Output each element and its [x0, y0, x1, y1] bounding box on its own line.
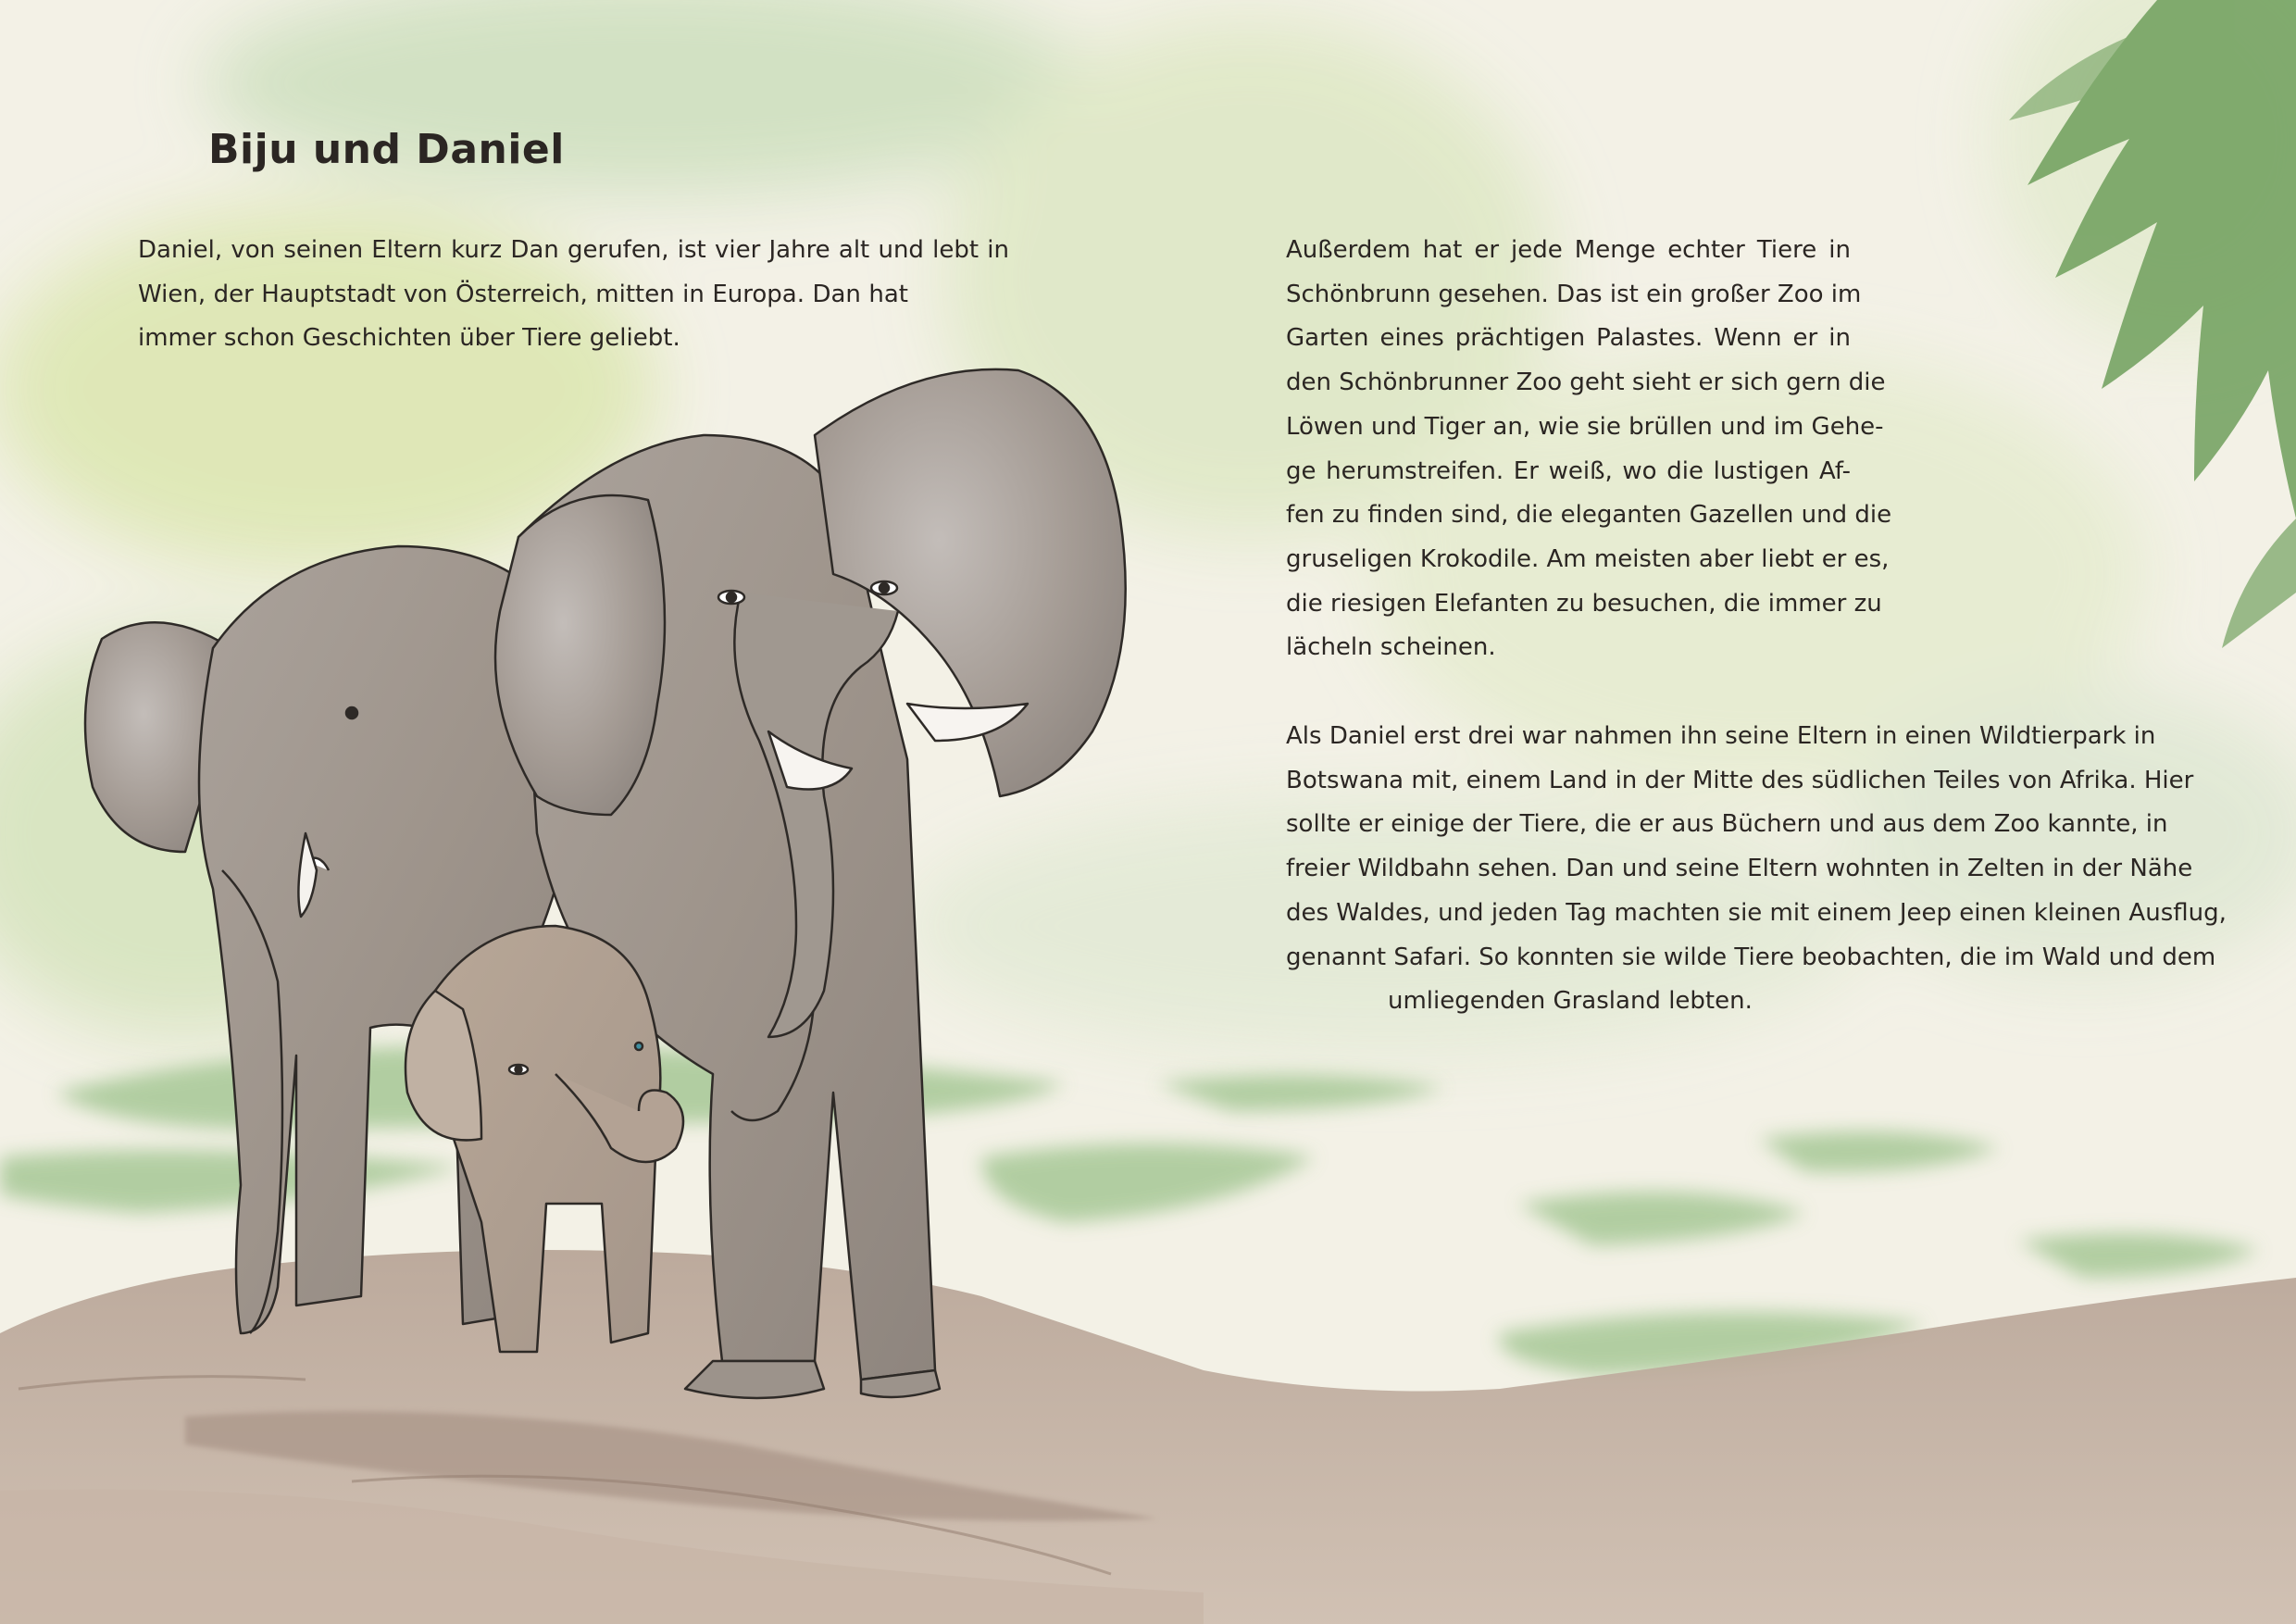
right-paragraph-2-line: Botswana mit, einem Land in der Mitte des südlichen Teiles von Afrika. Hier	[1286, 766, 2194, 794]
left-paragraph-line: Wien, der Hauptstadt von Österreich, mitten in Europa. Dan hat	[138, 280, 908, 308]
right-paragraph-2-line: des Waldes, und jeden Tag machten sie mit einem Jeep einen kleinen Ausflug,	[1286, 898, 2227, 927]
right-paragraph-1-line: Schönbrunn gesehen. Das ist ein großer Zoo im	[1286, 280, 1862, 308]
right-paragraph-2-line: Als Daniel erst drei war nahmen ihn seine Eltern in einen Wildtierpark in	[1286, 722, 2156, 750]
page-title: Biju und Daniel	[208, 126, 565, 173]
right-paragraph-1-line: die riesigen Elefanten zu besuchen, die immer zu	[1286, 589, 1882, 618]
right-paragraph-1-line: den Schönbrunner Zoo geht sieht er sich gern die	[1286, 369, 1886, 397]
right-paragraph-1-line: lächeln scheinen.	[1286, 633, 1496, 662]
right-paragraph-1-line: Außerdem hat er jede Menge echter Tiere in	[1286, 236, 1851, 264]
left-paragraph-line: Daniel, von seinen Eltern kurz Dan gerufen, ist vier Jahre alt und lebt in	[138, 236, 1009, 264]
right-paragraph-1-line: Garten eines prächtigen Palastes. Wenn er in	[1286, 324, 1851, 353]
right-paragraph-2-line: umliegenden Grasland lebten.	[1388, 987, 1753, 1016]
right-paragraph-2-line: freier Wildbahn sehen. Dan und seine Eltern wohnten in Zelten in der Nähe	[1286, 855, 2193, 883]
right-paragraph-1-line: fen zu finden sind, die eleganten Gazellen und die	[1286, 501, 1892, 530]
left-paragraph	[138, 229, 1009, 361]
left-paragraph-line: immer schon Geschichten über Tiere geliebt.	[138, 324, 680, 353]
right-paragraph-1	[1286, 229, 1892, 670]
right-paragraph-2-line: genannt Safari. So konnten sie wilde Tiere beobachten, die im Wald und dem	[1286, 943, 2216, 971]
right-paragraph-1-line: ge herumstreifen. Er weiß, wo die lustigen Af-	[1286, 456, 1851, 485]
right-paragraph-1-line: Löwen und Tiger an, wie sie brüllen und im Gehe-	[1286, 412, 1884, 441]
right-paragraph-2-line: sollte er einige der Tiere, die er aus Büchern und aus dem Zoo kannte, in	[1286, 810, 2168, 839]
right-paragraph-1-line: gruseligen Krokodile. Am meisten aber liebt er es,	[1286, 544, 1890, 573]
right-paragraph-2	[1286, 715, 2227, 1024]
